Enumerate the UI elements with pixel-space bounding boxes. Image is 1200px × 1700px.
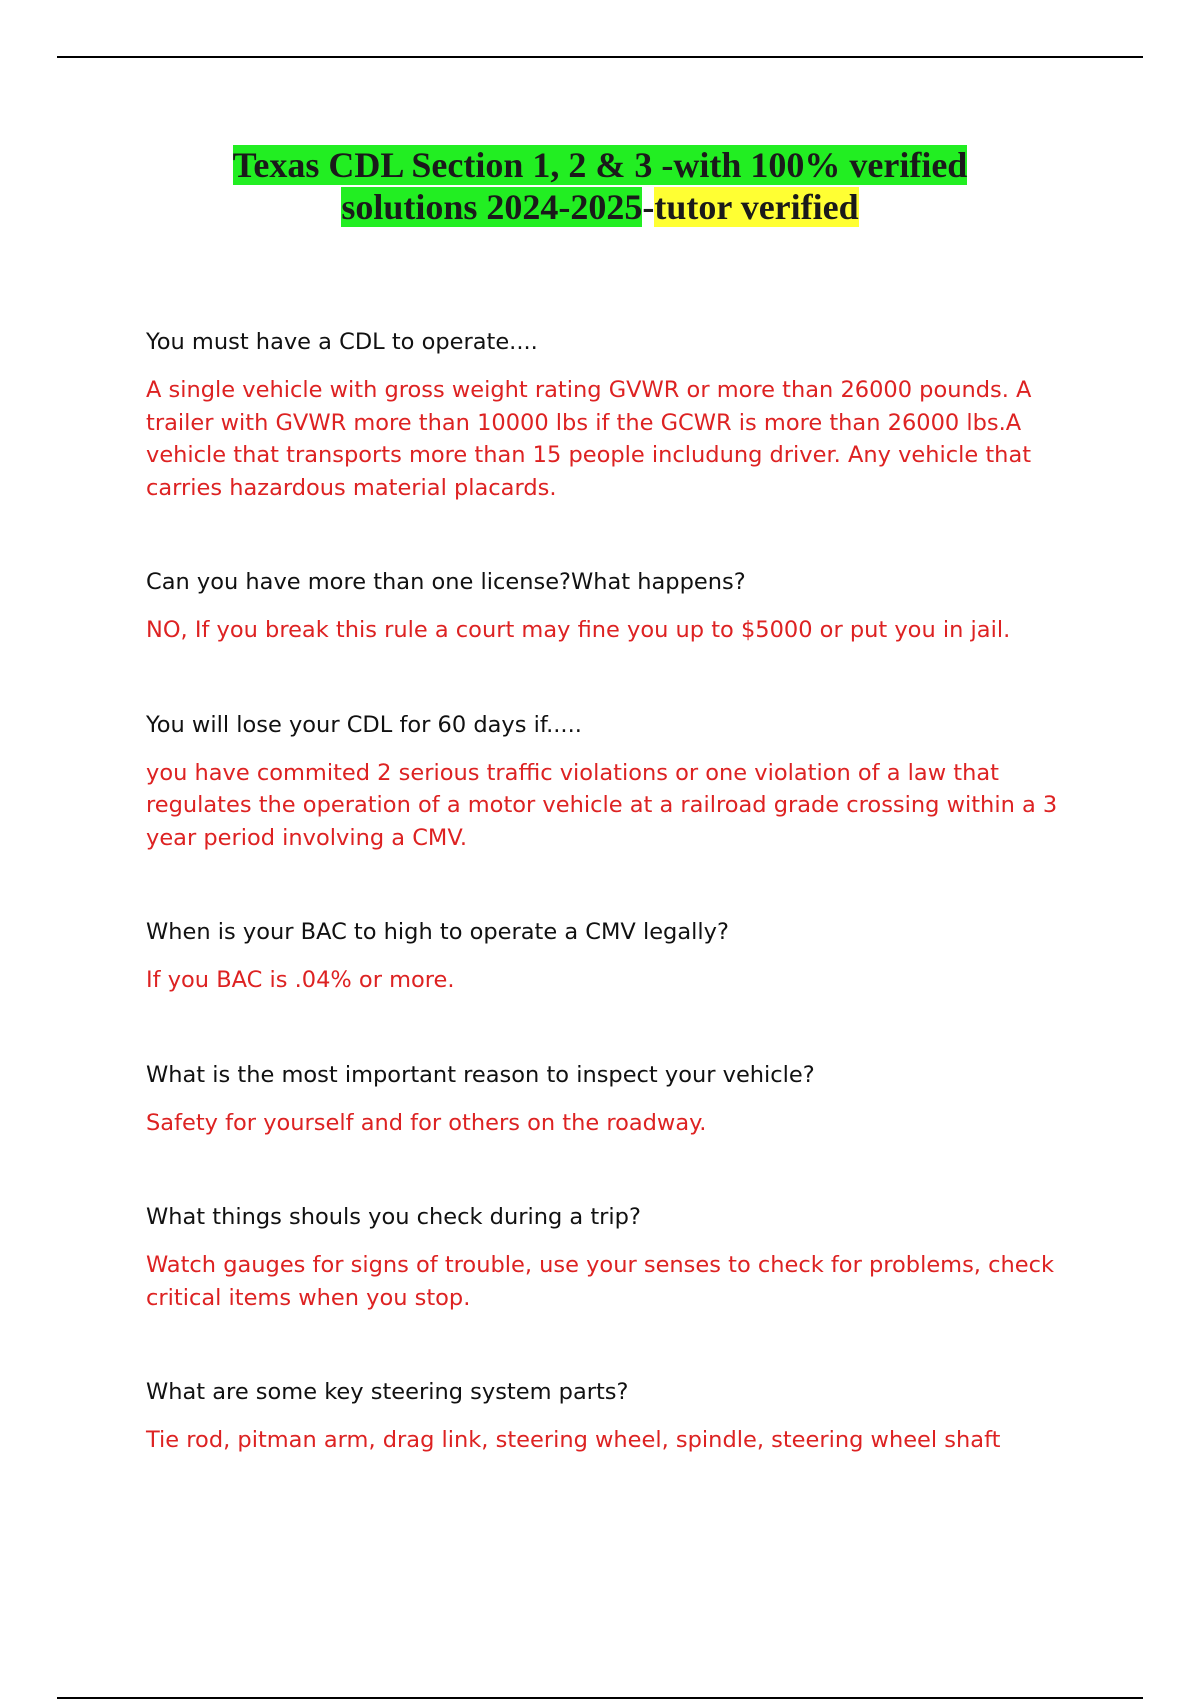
question-text: You must have a CDL to operate.... (146, 329, 538, 355)
qa-item (146, 566, 1076, 647)
question-text: What is the most important reason to inspect your vehicle? (146, 1061, 815, 1088)
question-text: Can you have more than one license?What happens? (146, 569, 746, 595)
title-dash: - (642, 187, 655, 227)
document-title (60, 144, 1140, 228)
qa-item (146, 1059, 1076, 1140)
answer-text: NO, If you break this rule a court may fine you up to $5000 or put you in jail. (146, 617, 1011, 643)
bottom-rule (57, 1697, 1143, 1699)
question-text: What things shouls you check during a trip? (146, 1204, 641, 1230)
qa-item (146, 916, 1076, 997)
title-tutor-verified: tutor verified (654, 187, 859, 227)
title-line-1: Texas CDL Section 1, 2 & 3 -with 100% verified (232, 145, 968, 185)
answer-text: you have commited 2 serious traffic violations or one violation of a law that regulates the operation of a motor vehicle at a railroad grade crossing within a 3 year period involving a CMV. (146, 759, 1058, 851)
answer-text: If you BAC is .04% or more. (146, 967, 455, 993)
title-line-2: solutions 2024-2025 (341, 187, 643, 227)
qa-item (146, 1376, 1076, 1457)
answer-text: Tie rod, pitman arm, drag link, steering wheel, spindle, steering wheel shaft (146, 1427, 1001, 1453)
question-text: What are some key steering system parts? (146, 1379, 629, 1405)
question-text: You will lose your CDL for 60 days if..... (146, 711, 582, 738)
qa-item (146, 326, 1076, 504)
qa-list (146, 326, 1076, 1519)
qa-item (146, 709, 1076, 855)
top-rule (57, 56, 1143, 58)
qa-item (146, 1201, 1076, 1314)
answer-text: A single vehicle with gross weight rating GVWR or more than 26000 pounds. A trailer with GVWR more than 10000 lbs if the GCWR is more than 26000 lbs.A vehicle that transports more than 15 people includung driver. Any vehicle that carries hazardous material placards. (146, 377, 1032, 501)
question-text: When is your BAC to high to operate a CMV legally? (146, 919, 729, 945)
answer-text: Safety for yourself and for others on the roadway. (146, 1109, 707, 1136)
answer-text: Watch gauges for signs of trouble, use your senses to check for problems, check critical items when you stop. (146, 1252, 1054, 1311)
